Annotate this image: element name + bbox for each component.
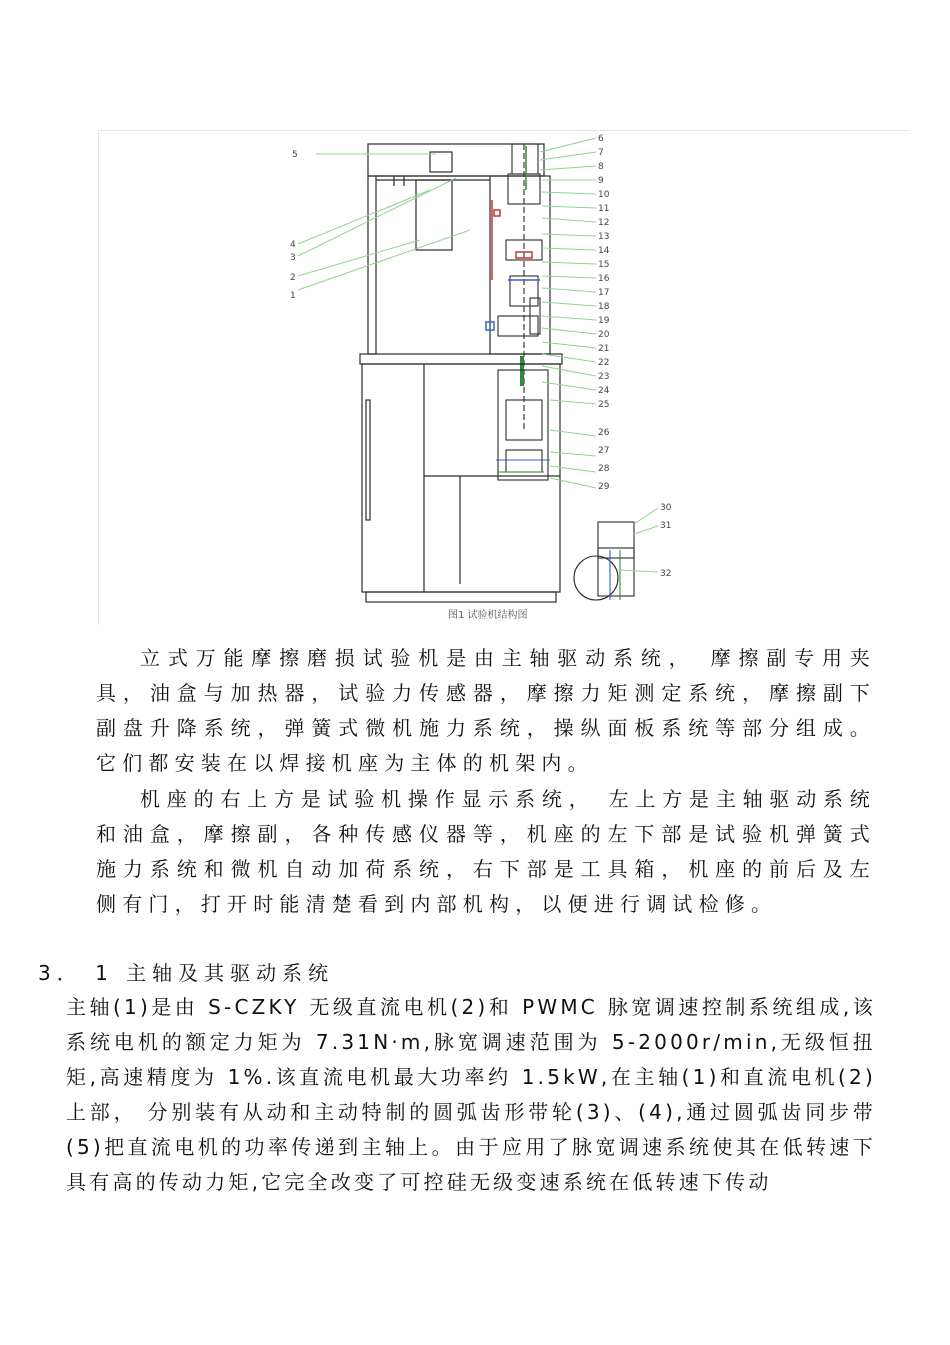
callout-28: 28 bbox=[598, 464, 610, 474]
callout-29: 29 bbox=[598, 482, 610, 492]
callout-numbers-right bbox=[598, 134, 610, 492]
callout-9: 9 bbox=[598, 176, 604, 186]
machine-base bbox=[360, 354, 562, 602]
figure-frame-left bbox=[98, 130, 99, 625]
callout-10: 10 bbox=[598, 190, 610, 200]
detail-view-parts bbox=[574, 522, 634, 600]
callout-14: 14 bbox=[598, 246, 610, 256]
callout-16: 16 bbox=[598, 274, 610, 284]
callout-4: 4 bbox=[290, 240, 296, 250]
callout-7: 7 bbox=[598, 148, 604, 158]
callout-30: 30 bbox=[660, 503, 672, 513]
spindle-assembly bbox=[498, 144, 542, 430]
callout-25: 25 bbox=[598, 400, 610, 410]
callout-3: 3 bbox=[290, 253, 296, 263]
machine-structure-figure bbox=[280, 130, 700, 630]
machine-frame-upper bbox=[368, 144, 550, 354]
paragraph-spindle-drive: 主轴(1)是由 S-CZKY 无级直流电机(2)和 PWMC 脉宽调速控制系统组成,该系统电机的额定力矩为 7.31N·m,脉宽调速范围为 5-2000r/min,无级恒扭矩,高速精度为 1%.该直流电机最大功率约 1.5kW,在主轴(1)和直流电机(2)上部， 分别装有从动和主动特制的圆弧齿形带轮(3)、(4),通过圆弧齿同步带(5)把直流电机的功率传递到主轴上。由于应用了脉宽调速系统使其在低转速下具有高的传动力矩,它完全改变了可控硅无级变速系统在低转速下传动 bbox=[66, 995, 876, 1194]
callout-19: 19 bbox=[598, 316, 610, 326]
callout-23: 23 bbox=[598, 372, 610, 382]
lower-spindle-assembly bbox=[496, 370, 550, 480]
figure-caption: 图1 试验机结构图 bbox=[448, 610, 528, 621]
callout-6: 6 bbox=[598, 134, 604, 144]
callout-22: 22 bbox=[598, 358, 610, 368]
callout-31: 31 bbox=[660, 521, 672, 531]
callout-11: 11 bbox=[598, 204, 610, 214]
leader-lines-left bbox=[298, 154, 470, 290]
callout-12: 12 bbox=[598, 218, 610, 228]
callout-26: 26 bbox=[598, 428, 610, 438]
callout-numbers-detail bbox=[660, 503, 672, 579]
callout-8: 8 bbox=[598, 162, 604, 172]
callout-17: 17 bbox=[598, 288, 610, 298]
paragraph-layout: 机座的右上方是试验机操作显示系统， 左上方是主轴驱动系统和油盒，摩擦副，各种传感仪器等，机座的左下部是试验机弹簧式施力系统和微机自动加荷系统，右下部是工具箱，机座的前后及左侧有门，打开时能清楚看到内部机构，以便进行调试检修。 bbox=[96, 787, 876, 916]
callout-1: 1 bbox=[290, 291, 296, 301]
callout-18: 18 bbox=[598, 302, 610, 312]
paragraph-composition: 立式万能摩擦磨损试验机是由主轴驱动系统， 摩擦副专用夹具，油盒与加热器，试验力传感器，摩擦力矩测定系统，摩擦副下副盘升降系统，弹簧式微机施力系统，操纵面板系统等部分组成。它们都安装在以焊接机座为主体的机架内。 bbox=[96, 646, 876, 775]
callout-32: 32 bbox=[660, 569, 672, 579]
callout-5: 5 bbox=[292, 150, 298, 160]
callout-24: 24 bbox=[598, 386, 610, 396]
callout-21: 21 bbox=[598, 344, 610, 354]
colored-parts bbox=[486, 146, 540, 386]
callout-20: 20 bbox=[598, 330, 610, 340]
callout-15: 15 bbox=[598, 260, 610, 270]
callout-numbers-left bbox=[290, 150, 298, 301]
section-heading: 3． 1 主轴及其驱动系统 bbox=[38, 961, 335, 985]
callout-13: 13 bbox=[598, 232, 610, 242]
callout-27: 27 bbox=[598, 446, 610, 456]
callout-2: 2 bbox=[290, 273, 296, 283]
